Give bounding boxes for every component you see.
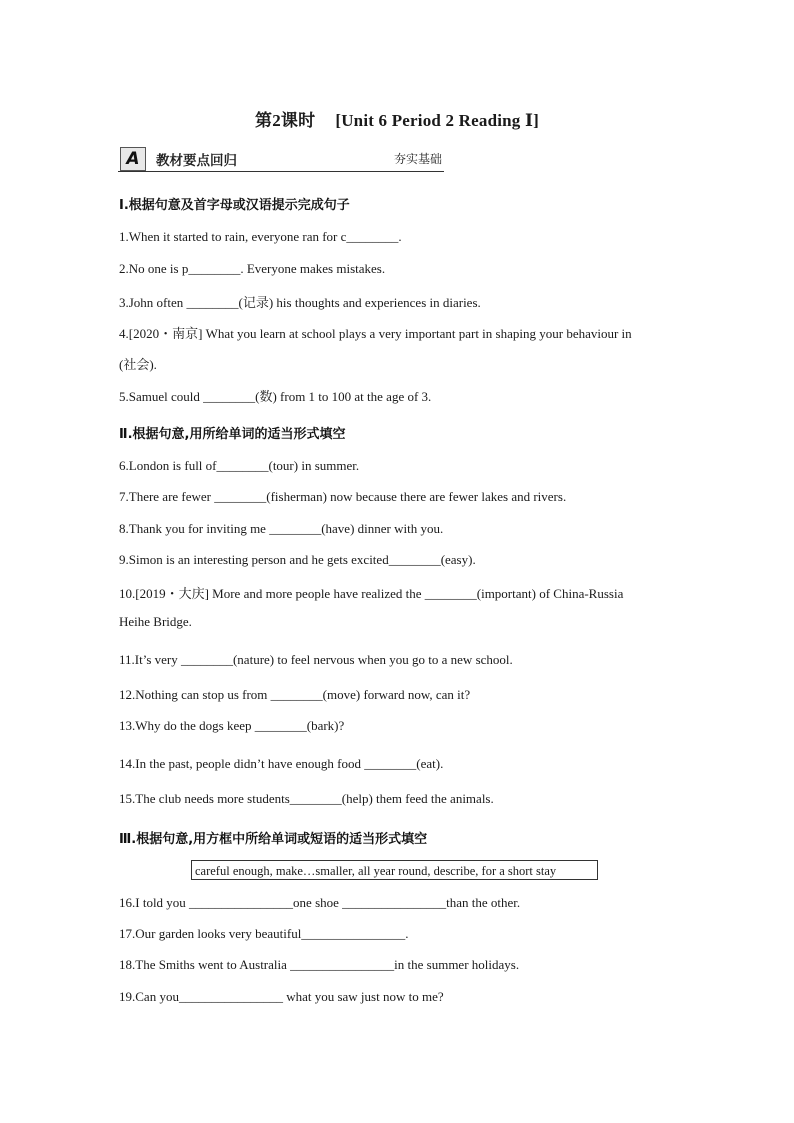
- question-5: 5.Samuel could ________(数) from 1 to 100 at the age of 3.: [119, 389, 432, 404]
- word-box: careful enough, make…smaller, all year round, describe, for a short stay: [191, 860, 598, 880]
- question-15: 15.The club needs more students________(help) them feed the animals.: [119, 791, 494, 806]
- section-heading-2: Ⅱ.根据句意,用所给单词的适当形式填空: [119, 427, 346, 442]
- question-10: 10.[2019・大庆] More and more people have realized the ________(important) of China-Russia: [119, 586, 624, 601]
- page-title: [0, 106, 794, 131]
- question-9: 9.Simon is an interesting person and he gets excited________(easy).: [119, 552, 476, 567]
- question-19: 19.Can you________________ what you saw just now to me?: [119, 989, 444, 1004]
- question-14: 14.In the past, people didn’t have enough food ________(eat).: [119, 756, 444, 771]
- question-12: 12.Nothing can stop us from ________(move) forward now, can it?: [119, 687, 471, 702]
- section-heading-1: Ⅰ.根据句意及首字母或汉语提示完成句子: [119, 198, 350, 213]
- question-4-continued: (社会).: [119, 357, 157, 372]
- banner-title: 教材要点回归: [156, 153, 237, 169]
- section-a-badge-icon: A: [120, 147, 146, 171]
- question-3: 3.John often ________(记录) his thoughts and experiences in diaries.: [119, 295, 481, 310]
- question-6: 6.London is full of________(tour) in summer.: [119, 458, 360, 473]
- section-heading-3: Ⅲ.根据句意,用方框中所给单词或短语的适当形式填空: [119, 832, 428, 847]
- question-13: 13.Why do the dogs keep ________(bark)?: [119, 718, 345, 733]
- question-11: 11.It’s very ________(nature) to feel nervous when you go to a new school.: [119, 652, 513, 667]
- question-2: 2.No one is p________. Everyone makes mistakes.: [119, 261, 386, 276]
- question-10-continued: Heihe Bridge.: [119, 614, 192, 629]
- question-8: 8.Thank you for inviting me ________(have) dinner with you.: [119, 521, 444, 536]
- page-title-cn: 第2课时: [255, 111, 316, 130]
- section-banner: [118, 145, 444, 172]
- question-18: 18.The Smiths went to Australia ________________in the summer holidays.: [119, 957, 520, 972]
- question-1: 1.When it started to rain, everyone ran for c________.: [119, 229, 402, 244]
- question-7: 7.There are fewer ________(fisherman) now because there are fewer lakes and rivers.: [119, 489, 567, 504]
- banner-subtitle: 夯实基础: [393, 152, 442, 166]
- question-4: 4.[2020・南京] What you learn at school plays a very important part in shaping your behaviour in: [119, 326, 632, 341]
- page-title-en: [Unit 6 Period 2 Reading Ⅰ]: [335, 111, 539, 130]
- question-16: 16.I told you ________________one shoe ________________than the other.: [119, 895, 521, 910]
- question-17: 17.Our garden looks very beautiful________________.: [119, 926, 409, 941]
